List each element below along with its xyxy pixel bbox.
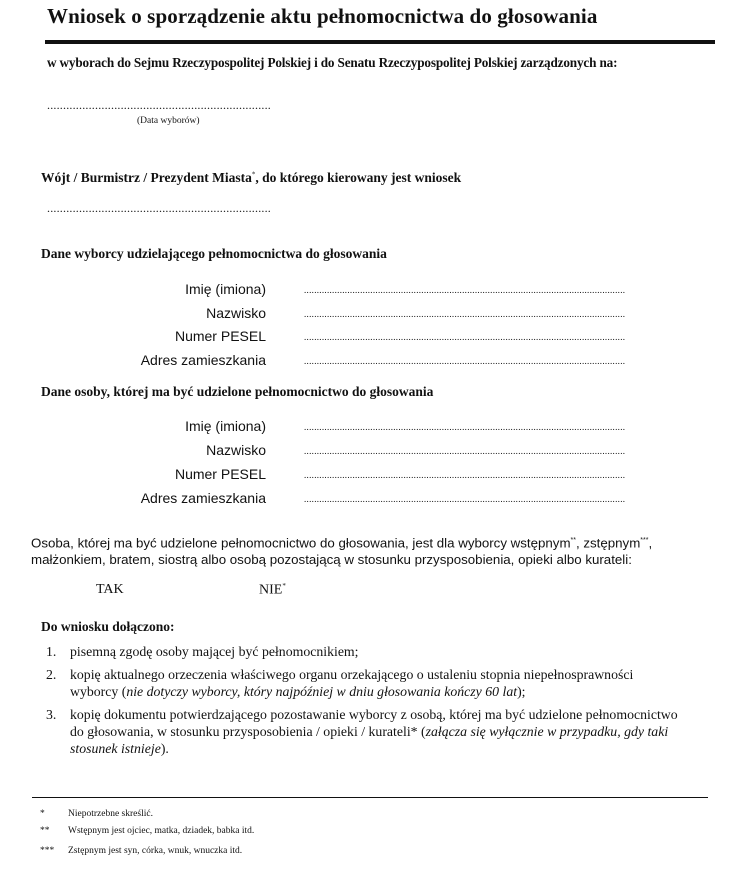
authority-heading: [41, 170, 461, 186]
attachment-item: [40, 643, 716, 660]
attachments-heading: Do wniosku dołączono:: [41, 619, 175, 634]
attachment-number: 1.: [46, 644, 57, 659]
footnote-mark: ***: [40, 846, 55, 856]
footnote-mark: **: [570, 537, 576, 544]
relation-text-c: ,: [648, 535, 653, 551]
option-no[interactable]: [259, 582, 286, 599]
voter-address-label: Adres zamieszkania: [140, 352, 266, 368]
proxy-pesel-field[interactable]: ..............................................................................................................................: [304, 470, 626, 480]
relation-text-b: , zstępnym: [575, 535, 641, 551]
footnote-mark: *: [40, 809, 45, 819]
footnote-mark: *: [282, 582, 286, 590]
voter-first-name-field[interactable]: ..............................................................................................................................: [304, 285, 626, 295]
attachment-item: [40, 706, 716, 757]
voter-address-field[interactable]: ..............................................................................................................................: [304, 356, 626, 366]
attachment-item: [40, 666, 716, 700]
proxy-last-name-field[interactable]: ..............................................................................................................................: [304, 446, 626, 456]
voter-pesel-field[interactable]: ..............................................................................................................................: [304, 332, 626, 342]
voter-first-name-label: Imię (imiona): [185, 281, 266, 297]
attachment-text-line2: [70, 723, 716, 740]
authority-heading-main: Wójt / Burmistrz / Prezydent Miasta: [41, 170, 252, 185]
voter-last-name-label: Nazwisko: [206, 305, 266, 321]
proxy-last-name-label: Nazwisko: [206, 442, 266, 458]
attachment-text-part: do głosowania, w stosunku przysposobienia / opieki / kurateli* (: [70, 724, 426, 739]
footnote-1: [40, 809, 153, 819]
relation-paragraph: [31, 532, 652, 568]
attachment-text-italic: stosunek istnieje: [70, 741, 161, 756]
footnote-text: Niepotrzebne skreślić.: [68, 809, 153, 819]
footnote-text: Wstępnym jest ojciec, matka, dziadek, babka itd.: [68, 826, 255, 836]
form-subtitle: w wyborach do Sejmu Rzeczypospolitej Polskiej i do Senatu Rzeczypospolitej Polskiej zarządzonych na:: [47, 55, 618, 70]
proxy-address-label: Adres zamieszkania: [140, 490, 266, 506]
footnote-mark: ***: [640, 537, 649, 544]
attachment-text-part: );: [517, 684, 526, 699]
footnote-3: [40, 846, 242, 856]
attachment-text-italic: załącza się wyłącznie w przypadku, gdy taki: [425, 724, 669, 739]
attachment-number: 3.: [46, 707, 57, 722]
attachments-list: [40, 643, 716, 763]
election-date-field[interactable]: ......................................................................: [47, 98, 271, 112]
attachment-number: 2.: [46, 667, 57, 682]
relation-text-a: Osoba, której ma być udzielone pełnomocnictwo do głosowania, jest dla wyborcy wstępnym: [31, 535, 571, 551]
relation-text-line2: małżonkiem, bratem, siostrą albo osobą pozostającą w stosunku przysposobienia, opieki albo kurateli:: [31, 552, 632, 568]
title-divider: [45, 40, 715, 44]
attachment-text: pisemną zgodę osoby mającej być pełnomocnikiem;: [70, 644, 359, 659]
footnote-mark: *: [251, 170, 256, 179]
footnote-text: Zstępnym jest syn, córka, wnuk, wnuczka itd.: [68, 846, 243, 856]
footnote-2: [40, 826, 254, 836]
election-date-caption: (Data wyborów): [137, 116, 200, 126]
voter-last-name-field[interactable]: ..............................................................................................................................: [304, 309, 626, 319]
authority-heading-rest: , do którego kierowany jest wniosek: [255, 170, 462, 185]
attachment-text-line2: [70, 683, 716, 700]
authority-field[interactable]: ......................................................................: [47, 201, 271, 215]
option-no-label: NIE: [259, 582, 283, 598]
attachment-text-line1: kopię dokumentu potwierdzającego pozostawanie wyborcy z osobą, której ma być udzielone pełnomocnictwo: [70, 707, 678, 722]
voter-pesel-label: Numer PESEL: [174, 328, 266, 344]
proxy-first-name-label: Imię (imiona): [185, 418, 266, 434]
option-yes[interactable]: TAK: [96, 582, 124, 597]
proxy-address-field[interactable]: ..............................................................................................................................: [304, 494, 626, 504]
proxy-pesel-label: Numer PESEL: [174, 466, 266, 482]
footnote-divider: [32, 797, 708, 798]
attachment-text-italic: nie dotyczy wyborcy, który najpóźniej w dniu głosowania kończy 60 lat: [126, 684, 518, 699]
proxy-heading: Dane osoby, której ma być udzielone pełnomocnictwo do głosowania: [41, 384, 434, 399]
footnote-mark: **: [40, 826, 50, 836]
attachment-text-part: ).: [160, 741, 169, 756]
form-title: Wniosek o sporządzenie aktu pełnomocnictwa do głosowania: [47, 4, 598, 28]
attachment-text-line3: [70, 740, 716, 757]
proxy-first-name-field[interactable]: ..............................................................................................................................: [304, 422, 626, 432]
voter-heading: Dane wyborcy udzielającego pełnomocnictwa do głosowania: [41, 246, 387, 261]
attachment-text-line1: kopię aktualnego orzeczenia właściwego organu orzekającego o ustaleniu stopnia niepełnosprawności: [70, 667, 634, 682]
attachment-text-part: wyborcy (: [70, 684, 127, 699]
